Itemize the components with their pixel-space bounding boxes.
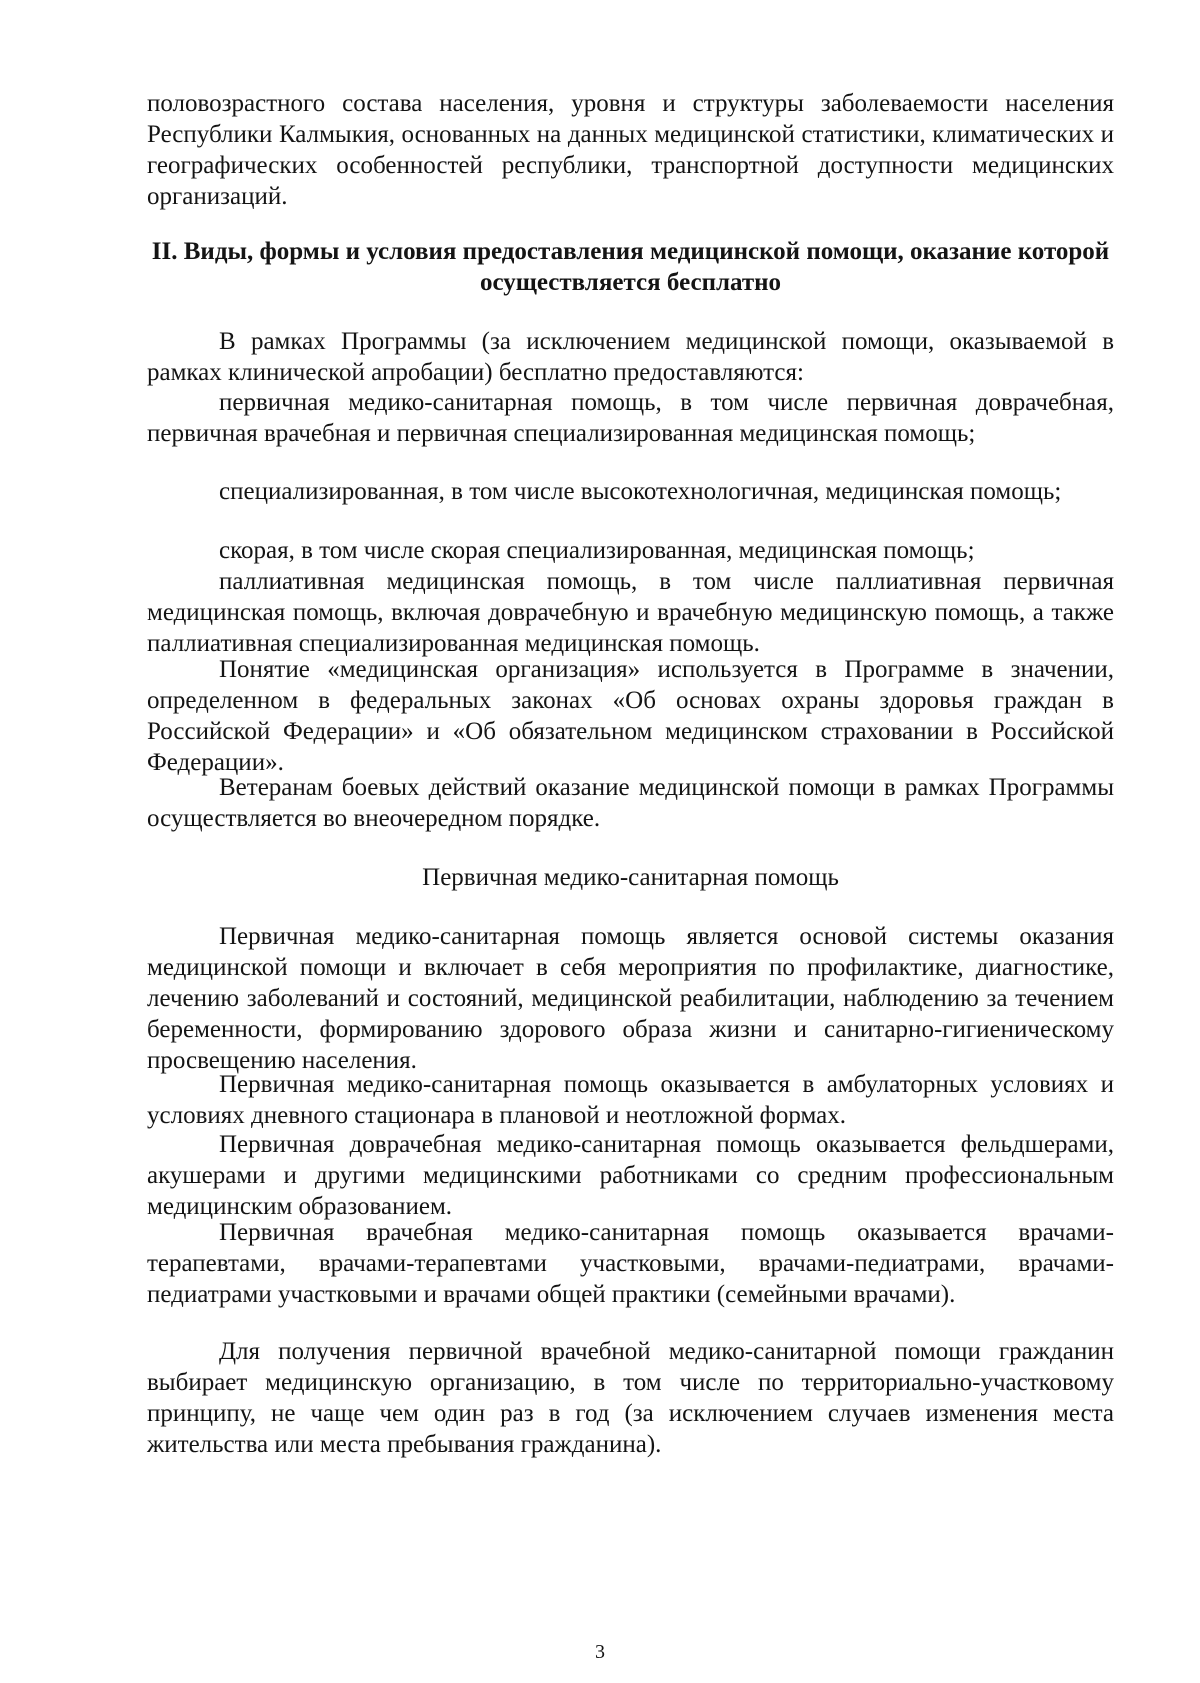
- paragraph-physician-care: Первичная врачебная медико-санитарная помощь оказывается врачами-терапевтами, врачами-терапевтами участковыми, врачами-педиатрами, врачами-педиатрами участковыми и врачами общей практики (семейными врачами).: [147, 1219, 1114, 1308]
- section-heading: II. Виды, формы и условия предоставления медицинской помощи, оказание которой осуществляется бесплатно: [151, 238, 1110, 296]
- subsection-heading: Первичная медико-санитарная помощь: [422, 864, 839, 891]
- paragraph-specialized-care: специализированная, в том числе высокотехнологичная, медицинская помощь;: [219, 478, 1062, 505]
- paragraph-prephysician-care: Первичная доврачебная медико-санитарная помощь оказывается фельдшерами, акушерами и другими медицинскими работниками со средним профессиональным медицинским образованием.: [147, 1131, 1114, 1220]
- paragraph-primary-care: первичная медико-санитарная помощь, в том числе первичная доврачебная, первичная врачебная и первичная специализированная медицинская помощь;: [147, 389, 1114, 447]
- paragraph-primary-care-conditions: Первичная медико-санитарная помощь оказывается в амбулаторных условиях и условиях дневного стационара в плановой и неотложной формах.: [147, 1071, 1114, 1129]
- paragraph-programme-scope: В рамках Программы (за исключением медицинской помощи, оказываемой в рамках клинической апробации) бесплатно предоставляются:: [147, 328, 1114, 386]
- paragraph-emergency-care: скорая, в том числе скорая специализированная, медицинская помощь;: [219, 537, 975, 564]
- paragraph-choice-of-organization: Для получения первичной врачебной медико-санитарной помощи гражданин выбирает медицинскую организацию, в том числе по территориально-участковому принципу, не чаще чем один раз в год (за исключением случаев изменения места жительства или места пребывания гражданина).: [147, 1338, 1114, 1458]
- paragraph-primary-care-definition: Первичная медико-санитарная помощь является основой системы оказания медицинской помощи и включает в себя мероприятия по профилактике, диагностике, лечению заболеваний и состояний, медицинской реабилитации, наблюдению за течением беременности, формированию здорового образа жизни и санитарно-гигиеническому просвещению населения.: [147, 923, 1114, 1074]
- paragraph-palliative-care: паллиативная медицинская помощь, в том числе паллиативная первичная медицинская помощь, включая доврачебную и врачебную медицинскую помощь, а также паллиативная специализированная медицинская помощь.: [147, 568, 1114, 657]
- intro-paragraph: половозрастного состава населения, уровня и структуры заболеваемости населения Республики Калмыкия, основанных на данных медицинской статистики, климатических и географических особенностей республики, транспортной доступности медицинских организаций.: [147, 90, 1114, 210]
- page-number: 3: [595, 1641, 605, 1663]
- paragraph-veterans: Ветеранам боевых действий оказание медицинской помощи в рамках Программы осуществляется во внеочередном порядке.: [147, 774, 1114, 832]
- paragraph-medical-organization: Понятие «медицинская организация» используется в Программе в значении, определенном в федеральных законах «Об основах охраны здоровья граждан в Российской Федерации» и «Об обязательном медицинском страховании в Российской Федерации».: [147, 656, 1114, 776]
